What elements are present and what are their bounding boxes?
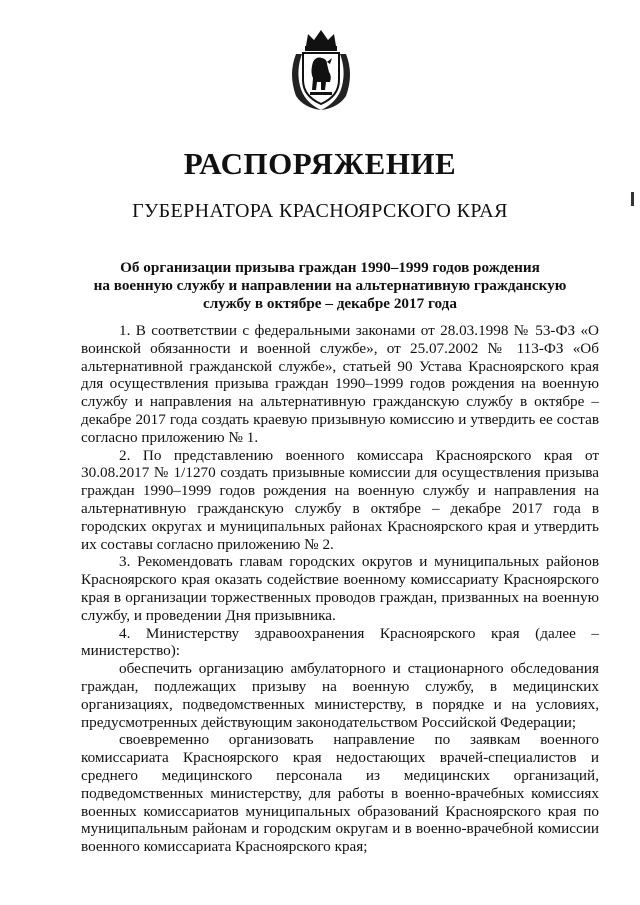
paragraph-4: 4. Министерству здравоохранения Красноярского края (далее – министерство): xyxy=(81,624,599,660)
title-line-1: Об организации призыва граждан 1990–1999 годов рождения xyxy=(120,259,540,276)
document-issuer: ГУБЕРНАТОРА КРАСНОЯРСКОГО КРАЯ xyxy=(132,200,508,222)
paragraph-4-item-1: обеспечить организацию амбулаторного и стационарного обследования граждан, подлежащих призыву на военную службу, в медицинских организациях, подведомственных министерству, в порядке и на условиях, предусмотренных действующим законодательством Российской Федерации; xyxy=(81,660,599,731)
document-title xyxy=(70,259,590,313)
paragraph-1: 1. В соответствии с федеральными законами от 28.03.1998 № 53-ФЗ «О воинской обязанности и военной службе», от 25.07.2002 № 113-ФЗ «Об альтернативной гражданской службе», статьей 90 Устава Красноярского края для осуществления призыва граждан 1990–1999 годов рождения на военную службу и направления на альтернативную гражданскую службу в октябре – декабре 2017 года создать краевую призывную комиссию и утвердить ее состав согласно приложению № 1. xyxy=(81,322,599,446)
document-body xyxy=(81,322,599,856)
title-line-3: службу в октябре – декабре 2017 года xyxy=(203,295,457,312)
document-type: РАСПОРЯЖЕНИЕ xyxy=(183,146,457,181)
coat-of-arms-icon xyxy=(286,24,356,112)
paragraph-3: 3. Рекомендовать главам городских округов и муниципальных районов Красноярского края оказать содействие военному комиссариату Красноярского края в организации торжественных проводов граждан, призванных на военную службу, и проведении Дня призывника. xyxy=(81,553,599,624)
title-line-2: на военную службу и направлении на альтернативную гражданскую xyxy=(93,277,567,294)
margin-mark xyxy=(631,192,634,206)
paragraph-2: 2. По представлению военного комиссара Красноярского края от 30.08.2017 № 1/1270 создать призывные комиссии для осуществления призыва граждан 1990–1999 годов рождения на военную службу и направления на альтернативную гражданскую службу в октябре – декабре 2017 года в городских округах и муниципальных районах Красноярского края и утвердить их составы согласно приложению № 2. xyxy=(81,446,599,553)
paragraph-4-item-2: своевременно организовать направление по заявкам военного комиссариата Красноярского края недостающих врачей-специалистов и среднего медицинского персонала из медицинских организаций, подведомственных министерству, для работы в военно-врачебных комиссиях военных комиссариатов муниципальных образований Красноярского края по муниципальным районам и городским округам и в военно-врачебной комиссии военного комиссариата Красноярского края; xyxy=(81,731,599,856)
